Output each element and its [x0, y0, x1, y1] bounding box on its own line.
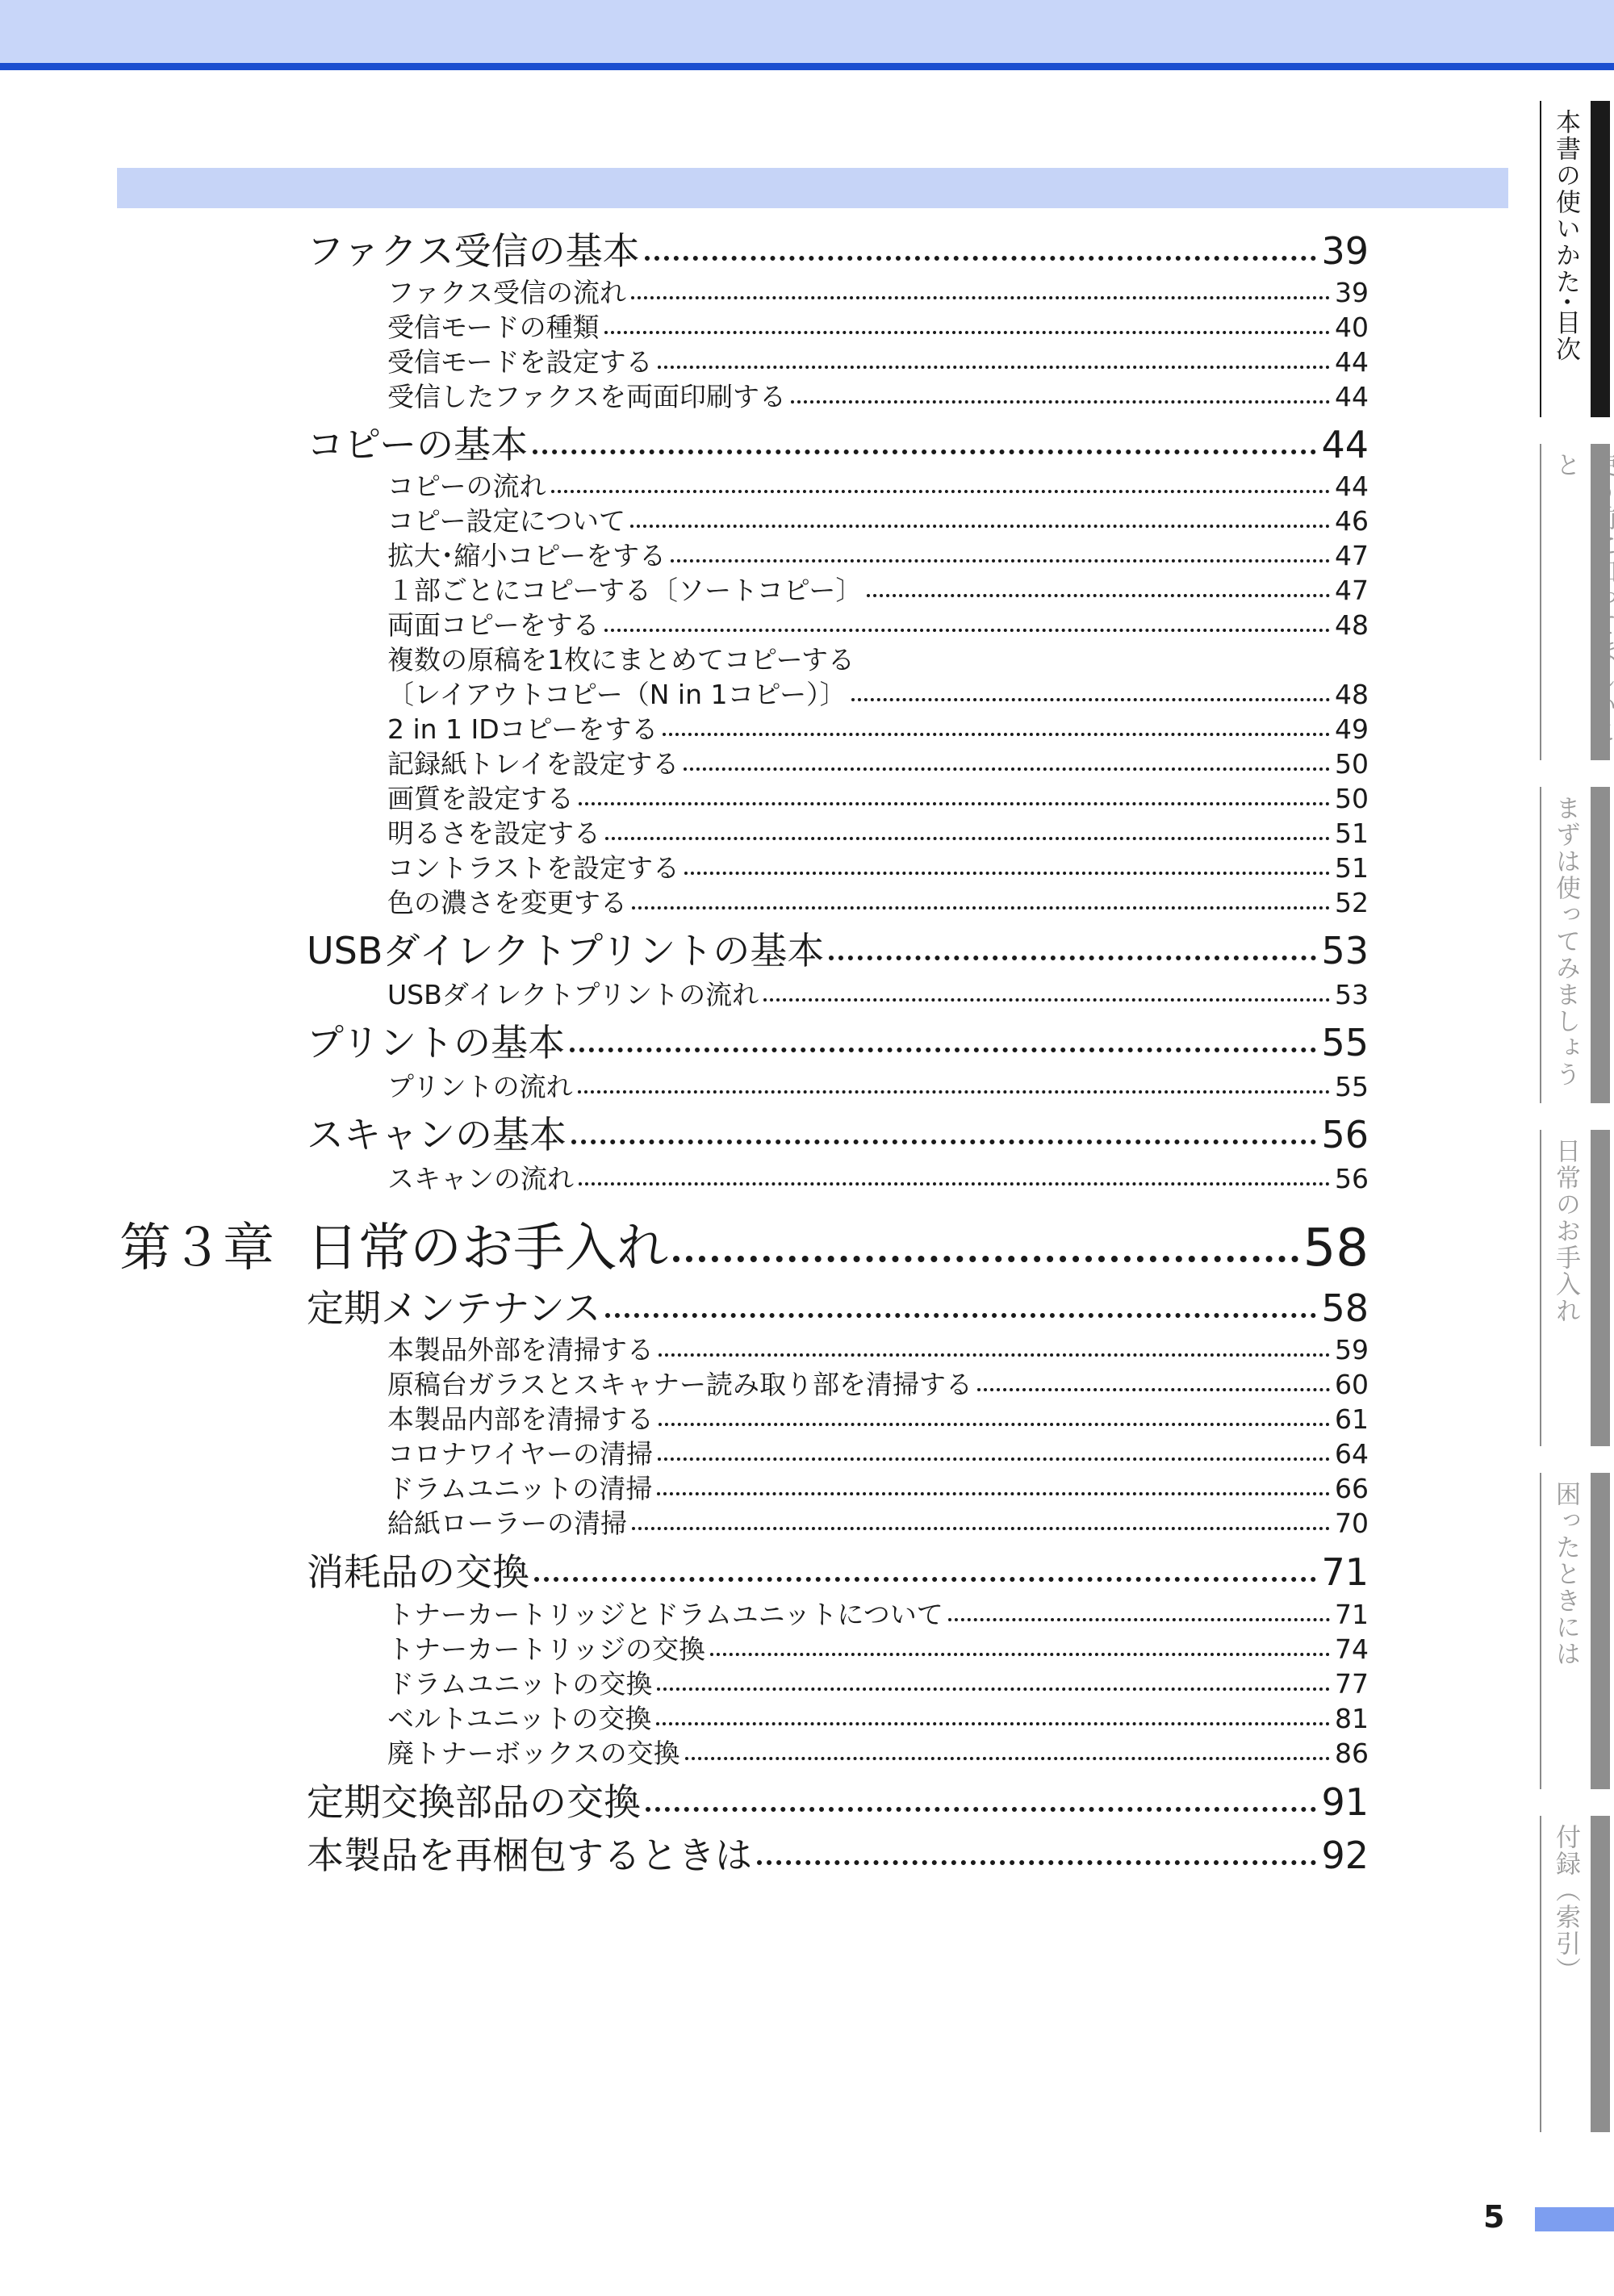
leader-dots: [645, 256, 1317, 261]
toc-title: 定期メンテナンス: [307, 1286, 601, 1330]
toc-page: 71: [1335, 1599, 1369, 1630]
toc-title: 給紙ローラーの清掃: [387, 1508, 627, 1539]
leader-dots: [605, 837, 1330, 840]
toc-title: トナーカートリッジの交換: [387, 1633, 706, 1665]
leader-dots: [578, 1090, 1330, 1094]
toc-title: 両面コピーをする: [387, 609, 600, 641]
toc-page: 50: [1335, 783, 1369, 814]
toc-entry-copy-quality[interactable]: [387, 778, 1369, 813]
leader-dots: [829, 956, 1316, 960]
toc-entry-supplies[interactable]: [307, 1543, 1369, 1593]
toc-page: 56: [1321, 1113, 1369, 1156]
toc-title: 受信したファクスを両面印刷する: [387, 381, 787, 412]
header-rule: [0, 63, 1614, 70]
toc-entry-copy-contrast[interactable]: [387, 847, 1369, 883]
toc-title: 受信モードの種類: [387, 312, 600, 343]
toc-page: 70: [1335, 1508, 1369, 1539]
toc-title: プリントの流れ: [387, 1071, 573, 1102]
toc-page: 55: [1321, 1021, 1369, 1064]
toc-entry-fax-basic[interactable]: [307, 222, 1369, 272]
toc-page: 44: [1335, 470, 1369, 502]
toc-page: 58: [1321, 1286, 1369, 1330]
toc-title: 定期交換部品の交換: [307, 1780, 641, 1824]
side-tab-label: 日常のお手入れ: [1551, 1138, 1580, 1324]
toc-entry-copy-brightness[interactable]: [387, 813, 1369, 848]
toc-title: コロナワイヤーの清掃: [387, 1438, 654, 1470]
side-tab-strip: [1591, 1816, 1610, 2132]
leader-dots: [658, 1457, 1330, 1461]
toc-title: コピーの基本: [307, 423, 529, 466]
toc-title: スキャンの基本: [307, 1113, 567, 1156]
toc-page: 39: [1321, 229, 1369, 273]
toc-page: 39: [1335, 277, 1369, 308]
toc-page: 61: [1335, 1403, 1369, 1435]
toc-entry-copy-sort[interactable]: [387, 570, 1369, 605]
toc-entry-fax-duplex[interactable]: [387, 376, 1369, 412]
toc-entry-sup-drum[interactable]: [387, 1663, 1369, 1699]
toc-title: 2 in 1 IDコピーをする: [387, 713, 659, 745]
side-tab-appendix[interactable]: [1540, 1816, 1610, 2132]
leader-dots: [632, 906, 1330, 910]
toc-entry-maint-corona[interactable]: [387, 1433, 1369, 1469]
toc-entry-sup-about[interactable]: [387, 1594, 1369, 1629]
toc-page: 51: [1335, 852, 1369, 884]
leader-dots: [867, 594, 1330, 597]
toc-title: スキャンの流れ: [387, 1163, 574, 1194]
leader-dots: [763, 998, 1330, 1002]
toc-entry-maint-interior[interactable]: [387, 1399, 1369, 1434]
toc-entry-copy-duplex[interactable]: [387, 604, 1369, 640]
toc-title: ファクス受信の基本: [307, 229, 640, 273]
toc-page: 77: [1335, 1668, 1369, 1700]
toc-entry-print-basic[interactable]: [307, 1014, 1369, 1064]
leader-dots: [851, 698, 1330, 701]
toc-title: 明るさを設定する: [387, 818, 600, 849]
toc-title: ベルトユニットの交換: [387, 1703, 652, 1734]
toc-title: 受信モードを設定する: [387, 346, 653, 378]
section-heading-bar: [117, 168, 1508, 208]
side-tab-strip: [1591, 101, 1610, 417]
leader-dots: [570, 1048, 1316, 1052]
leader-dots: [579, 1182, 1330, 1186]
toc-entry-copy-zoom[interactable]: [387, 535, 1369, 571]
toc-entry-maint-exterior[interactable]: [387, 1329, 1369, 1365]
toc-title: コピー設定について: [387, 505, 626, 537]
toc-entry-copy-settings[interactable]: [387, 500, 1369, 536]
side-tab-toc[interactable]: [1540, 101, 1610, 417]
toc-title: 〔レイアウトコピー（N in 1コピー）〕: [387, 679, 847, 710]
toc-entry-usb-flow[interactable]: [387, 974, 1369, 1010]
leader-dots: [977, 1388, 1330, 1391]
leader-dots: [791, 400, 1330, 404]
side-tab-maintenance[interactable]: [1540, 1130, 1610, 1446]
toc-page: 53: [1335, 979, 1369, 1010]
toc-entry-sup-belt[interactable]: [387, 1698, 1369, 1734]
toc-title: コントラストを設定する: [387, 852, 680, 884]
leader-dots: [657, 1492, 1330, 1495]
page-number: 5: [1483, 2199, 1505, 2235]
toc-chapter-3[interactable]: [119, 1207, 1369, 1279]
header-band: [0, 0, 1614, 66]
side-tab-try-it[interactable]: [1540, 787, 1610, 1103]
leader-dots: [948, 1618, 1330, 1621]
chapter-title: 日常のお手入れ: [307, 1219, 668, 1278]
leader-dots: [604, 331, 1330, 334]
toc-entry-fax-mode-set[interactable]: [387, 341, 1369, 377]
side-tab-strip: [1591, 1130, 1610, 1446]
toc-page: 60: [1335, 1369, 1369, 1400]
leader-dots: [657, 1687, 1330, 1691]
toc-title: プリントの基本: [307, 1021, 566, 1064]
toc-page: 47: [1335, 540, 1369, 571]
toc-title: 本製品を再梱包するときは: [307, 1834, 752, 1877]
leader-dots: [604, 629, 1330, 632]
leader-dots: [658, 366, 1330, 369]
toc-page: 52: [1335, 887, 1369, 918]
toc-entry-sup-toner[interactable]: [387, 1629, 1369, 1664]
toc-page: 48: [1335, 609, 1369, 641]
toc-entry-copy-2in1[interactable]: [387, 709, 1369, 744]
toc-entry-copy-layout-line1[interactable]: 複数の原稿を1枚にまとめてコピーする: [387, 644, 855, 675]
page-number-strip: [1535, 2207, 1614, 2231]
toc-page: 46: [1335, 505, 1369, 537]
leader-dots: [579, 802, 1330, 805]
toc-entry-fax-flow[interactable]: [387, 272, 1369, 307]
toc-title: 原稿台ガラスとスキャナー読み取り部を清掃する: [387, 1369, 973, 1400]
leader-dots: [663, 733, 1330, 736]
side-tab-label: 付録（索引）: [1551, 1824, 1580, 1984]
toc-title: 色の濃さを変更する: [387, 887, 627, 918]
side-tab-label: 本書の使いかた･目次: [1551, 109, 1580, 363]
toc-page: 59: [1335, 1334, 1369, 1365]
leader-dots: [757, 1860, 1316, 1865]
toc-title: USBダイレクトプリントの基本: [307, 929, 825, 972]
toc-title: １部ごとにコピーする〔ソートコピー〕: [387, 575, 863, 606]
toc-title: 本製品内部を清掃する: [387, 1403, 654, 1435]
toc-title: 消耗品の交換: [307, 1550, 529, 1594]
toc-entry-copy-color[interactable]: [387, 882, 1369, 918]
toc-title: ドラムユニットの交換: [387, 1668, 653, 1700]
side-tab-strip: [1591, 444, 1610, 760]
chapter-number: 第３章: [119, 1219, 274, 1278]
toc-entry-print-flow[interactable]: [387, 1066, 1369, 1102]
leader-dots: [659, 1353, 1330, 1357]
toc-entry-repack[interactable]: [307, 1826, 1369, 1876]
toc-title: 拡大･縮小コピーをする: [387, 540, 667, 571]
side-tab-troubleshooting[interactable]: [1540, 1473, 1610, 1789]
leader-dots: [671, 559, 1330, 562]
toc-page: 71: [1321, 1550, 1369, 1594]
leader-dots: [673, 1256, 1298, 1262]
toc-title: 画質を設定する: [387, 783, 574, 814]
toc-entry-maint-drum[interactable]: [387, 1468, 1369, 1503]
toc-entry-copy-flow[interactable]: [387, 466, 1369, 501]
toc-entry-maintenance[interactable]: [307, 1279, 1369, 1329]
leader-dots: [684, 767, 1330, 771]
chapter-page: 58: [1302, 1219, 1369, 1278]
toc-page: 44: [1321, 423, 1369, 466]
toc-entry-copy-tray[interactable]: [387, 743, 1369, 779]
side-tab-label: まずは使ってみましょう: [1551, 795, 1580, 1088]
toc-title: 廃トナーボックスの交換: [387, 1738, 680, 1769]
leader-dots: [685, 1757, 1330, 1760]
toc-entry-periodic-parts[interactable]: [307, 1773, 1369, 1823]
side-tab-strip: [1591, 787, 1610, 1103]
toc-page: 51: [1335, 818, 1369, 849]
toc-page: 50: [1335, 748, 1369, 780]
leader-dots: [656, 1722, 1330, 1725]
leader-dots: [533, 450, 1316, 454]
toc-title: ドラムユニットの清掃: [387, 1473, 653, 1504]
toc-entry-usb-basic[interactable]: [307, 922, 1369, 972]
toc-page: 40: [1335, 312, 1369, 343]
toc-title: 本製品外部を清掃する: [387, 1334, 654, 1365]
toc-page: 92: [1321, 1834, 1369, 1877]
toc-page: 86: [1335, 1738, 1369, 1769]
toc-entry-maint-glass[interactable]: [387, 1364, 1369, 1399]
toc-page: 91: [1321, 1780, 1369, 1824]
toc-page: 64: [1335, 1438, 1369, 1470]
leader-dots: [630, 525, 1330, 528]
side-tab-label: と: [1551, 452, 1580, 479]
toc-page: 81: [1335, 1703, 1369, 1734]
toc-entry-scan-basic[interactable]: [307, 1106, 1369, 1156]
toc-page: 49: [1335, 713, 1369, 745]
toc-entry-copy-layout[interactable]: [387, 674, 1369, 709]
leader-dots: [646, 1807, 1316, 1812]
toc-page: 74: [1335, 1633, 1369, 1665]
toc-page: 47: [1335, 575, 1369, 606]
toc-title: トナーカートリッジとドラムユニットについて: [387, 1599, 943, 1630]
leader-dots: [659, 1423, 1330, 1426]
leader-dots: [534, 1577, 1316, 1582]
toc-entry-sup-waste[interactable]: [387, 1733, 1369, 1768]
toc-page: 53: [1321, 929, 1369, 972]
leader-dots: [551, 490, 1330, 493]
leader-dots: [684, 872, 1330, 875]
toc-entry-scan-flow[interactable]: [387, 1158, 1369, 1194]
leader-dots: [631, 296, 1330, 299]
toc-title: ファクス受信の流れ: [387, 277, 627, 308]
toc-entry-copy-basic[interactable]: [307, 416, 1369, 466]
toc-page: 66: [1335, 1473, 1369, 1504]
toc-entry-maint-roller[interactable]: [387, 1503, 1369, 1538]
side-tab-label: 困ったときには: [1551, 1481, 1580, 1667]
side-tab-before-use[interactable]: [1540, 444, 1610, 760]
toc-title: 記録紙トレイを設定する: [387, 748, 679, 780]
leader-dots: [710, 1653, 1330, 1656]
toc-title: コピーの流れ: [387, 470, 546, 502]
leader-dots: [605, 1313, 1316, 1318]
toc-page: 55: [1335, 1071, 1369, 1102]
toc-page: 56: [1335, 1163, 1369, 1194]
toc-entry-fax-modes[interactable]: [387, 307, 1369, 342]
toc-title: USBダイレクトプリントの流れ: [387, 979, 759, 1010]
side-tab-strip: [1591, 1473, 1610, 1789]
toc-page: 44: [1335, 381, 1369, 412]
leader-dots: [632, 1527, 1330, 1530]
toc-page: 44: [1335, 346, 1369, 378]
toc-page: 48: [1335, 679, 1369, 710]
leader-dots: [571, 1140, 1316, 1144]
